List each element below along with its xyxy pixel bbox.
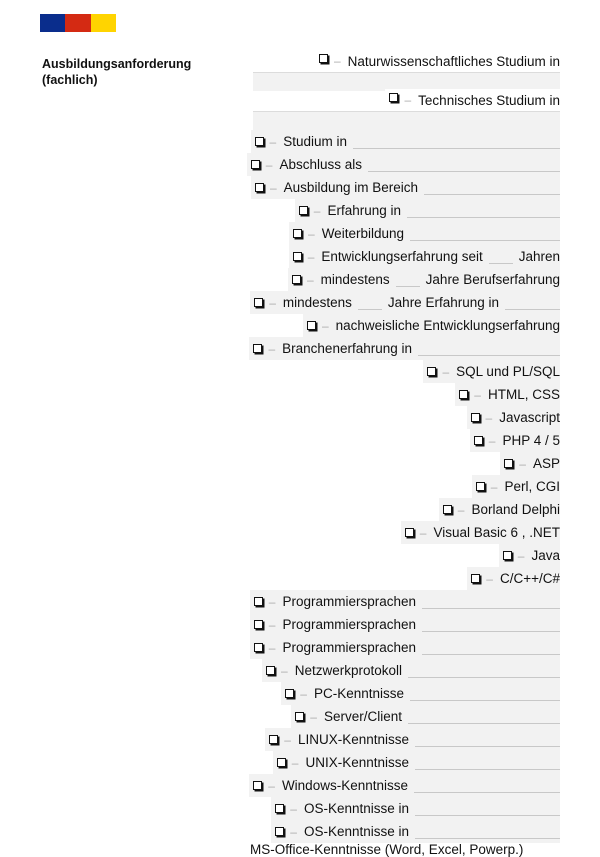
checkbox[interactable] [476,482,485,491]
number-blank-field[interactable] [489,249,513,264]
form-row [245,659,560,682]
dash-separator: – [485,410,493,425]
flag-stripe-blue [40,14,65,32]
form-row [245,682,560,705]
dash-separator: – [265,157,273,172]
cut-off-row-label: MS-Office-Kenntnisse (Word, Excel, Powerp.) [250,842,524,857]
form-row [245,176,560,199]
checkbox[interactable] [293,252,302,261]
form-row [245,475,560,498]
form-row [245,590,560,613]
checkbox[interactable] [471,413,480,422]
row-label: PC-Kenntnisse [313,686,404,701]
dash-separator: – [268,778,275,793]
checkbox[interactable] [254,597,263,606]
row-label: Java [531,548,560,563]
checkbox[interactable] [251,160,260,169]
text-blank-field[interactable] [408,663,560,678]
text-blank-field[interactable] [414,778,560,793]
checkbox[interactable] [389,93,398,102]
row-label: Naturwissenschaftliches Studium in [347,54,560,69]
form-row [245,406,560,429]
form-row [245,222,560,245]
row-label: Perl, CGI [504,479,560,494]
text-blank-field[interactable] [353,134,560,149]
form-row [245,314,560,337]
checkbox[interactable] [285,689,294,698]
form-row [245,728,560,751]
row-label: HTML, CSS [487,387,560,402]
form-row [245,199,560,222]
checkbox[interactable] [292,275,301,284]
checkbox[interactable] [293,229,302,238]
row-label: Technisches Studium in [418,93,560,108]
row-label: Studium in [283,134,347,149]
checkbox[interactable] [474,436,483,445]
row-label-tail: Jahre Erfahrung in [387,295,499,310]
text-blank-field[interactable] [415,801,560,816]
checkbox[interactable] [503,551,512,560]
text-blank-field[interactable] [415,732,560,747]
checkbox[interactable] [269,735,278,744]
dash-separator: – [457,502,465,517]
checkbox[interactable] [443,505,452,514]
row-label: UNIX-Kenntnisse [305,755,409,770]
number-blank-field[interactable] [396,272,420,287]
text-blank-field[interactable] [418,341,560,356]
row-label: Programmiersprachen [282,594,416,609]
row-label-tail: Jahren [518,249,560,264]
dash-separator: – [486,571,493,586]
form-row [245,544,560,567]
dash-separator: – [442,364,450,379]
text-blank-field[interactable] [415,755,560,770]
text-blank-field[interactable] [505,295,560,310]
row-label-tail: Jahre Berufserfahrung [425,272,560,287]
dash-separator: – [307,249,315,264]
checkbox[interactable] [405,528,414,537]
checkbox[interactable] [319,54,328,63]
row-label: PHP 4 / 5 [502,433,560,448]
row-label: Ausbildung im Bereich [283,180,418,195]
dash-separator: – [300,686,307,701]
dash-separator: – [517,548,525,563]
row-label: ASP [532,456,560,471]
checkbox[interactable] [459,390,468,399]
text-blank-field[interactable] [415,824,560,839]
form-row [245,360,560,383]
row-label: Branchenerfahrung in [282,341,412,356]
text-blank-field[interactable] [410,686,560,701]
form-row [245,521,560,544]
form-row [245,636,560,659]
dash-separator: – [321,318,329,333]
checkbox[interactable] [307,321,316,330]
row-label: Netzwerkprotokoll [294,663,402,678]
row-label: Server/Client [323,709,402,724]
dash-separator: – [291,755,299,770]
checkbox[interactable] [253,344,262,353]
row-label: LINUX-Kenntnisse [297,732,409,747]
text-blank-field[interactable] [410,226,560,241]
checkbox[interactable] [255,183,264,192]
form-row [245,498,560,521]
form-row [245,130,560,153]
row-label: Weiterbildung [321,226,404,241]
checkbox[interactable] [299,206,308,215]
dash-separator: – [268,341,276,356]
dash-separator: – [268,617,276,632]
dash-separator: – [419,525,427,540]
dash-separator: – [404,93,412,107]
text-blank-field[interactable] [368,157,560,172]
checkbox[interactable] [255,137,264,146]
checkbox[interactable] [254,643,263,652]
dash-separator: – [284,732,291,747]
form-row [245,337,560,360]
form-row [245,774,560,797]
dash-separator: – [269,295,276,310]
row-label: Entwicklungserfahrung seit [321,249,483,264]
dash-separator: – [290,801,297,816]
checkbox[interactable] [254,620,263,629]
row-label: Abschluss als [279,157,362,172]
flag-logo [40,14,116,32]
text-blank-field[interactable] [407,203,560,218]
dash-separator: – [269,134,277,149]
form-row [245,245,560,268]
form-row [245,452,560,475]
dash-separator: – [281,663,288,678]
dash-separator: – [333,54,341,68]
dash-separator: – [306,272,314,287]
row-label: OS-Kenntnisse in [303,824,409,839]
checkbox[interactable] [471,574,480,583]
form-row [245,268,560,291]
row-label: mindestens [320,272,390,287]
row-label: OS-Kenntnisse in [303,801,409,816]
checkbox[interactable] [295,712,304,721]
checkbox[interactable] [427,367,436,376]
dash-separator: – [310,709,317,724]
checkbox[interactable] [253,781,262,790]
form-row [245,797,560,820]
checkbox[interactable] [266,666,275,675]
dash-separator: – [268,594,276,609]
checkbox[interactable] [275,827,284,836]
checkbox[interactable] [277,758,286,767]
dash-separator: – [268,640,276,655]
section-title: Ausbildungsanforderung (fachlich) [42,57,192,87]
checkbox[interactable] [504,459,513,468]
row-label: C/C++/C# [499,571,560,586]
dash-separator: – [290,824,297,839]
flag-stripe-red [65,14,90,32]
row-label: Borland Delphi [471,502,560,517]
row-label: Programmiersprachen [282,617,416,632]
text-blank-field[interactable] [424,180,560,195]
form-row [245,383,560,406]
row-label: Visual Basic 6 , .NET [433,525,560,540]
dash-separator: – [308,226,315,241]
form-row [245,91,560,130]
dash-separator: – [488,433,496,448]
row-label: mindestens [282,295,352,310]
number-blank-field[interactable] [358,295,382,310]
requirements-form [245,52,560,843]
row-label: Windows-Kenntnisse [281,778,408,793]
form-row [245,429,560,452]
form-row [245,751,560,774]
form-row [245,613,560,636]
text-blank-field[interactable] [422,640,560,655]
text-blank-field[interactable] [408,709,560,724]
text-blank-field[interactable] [422,617,560,632]
flag-stripe-yellow [91,14,116,32]
dash-separator: – [519,456,526,471]
dash-separator: – [269,180,277,195]
row-label: Erfahrung in [327,203,401,218]
dash-separator: – [313,203,321,218]
row-label: Programmiersprachen [282,640,416,655]
form-row [245,567,560,590]
row-label: SQL und PL/SQL [456,364,560,379]
dash-separator: – [490,479,498,494]
dash-separator: – [474,387,481,402]
text-blank-field[interactable] [422,594,560,609]
row-label: Javascript [499,410,560,425]
row-label: nachweisliche Entwicklungserfahrung [335,318,560,333]
form-row [245,705,560,728]
checkbox[interactable] [254,298,263,307]
form-row [245,820,560,843]
form-row [245,52,560,91]
checkbox[interactable] [275,804,284,813]
form-row [245,153,560,176]
form-row [245,291,560,314]
